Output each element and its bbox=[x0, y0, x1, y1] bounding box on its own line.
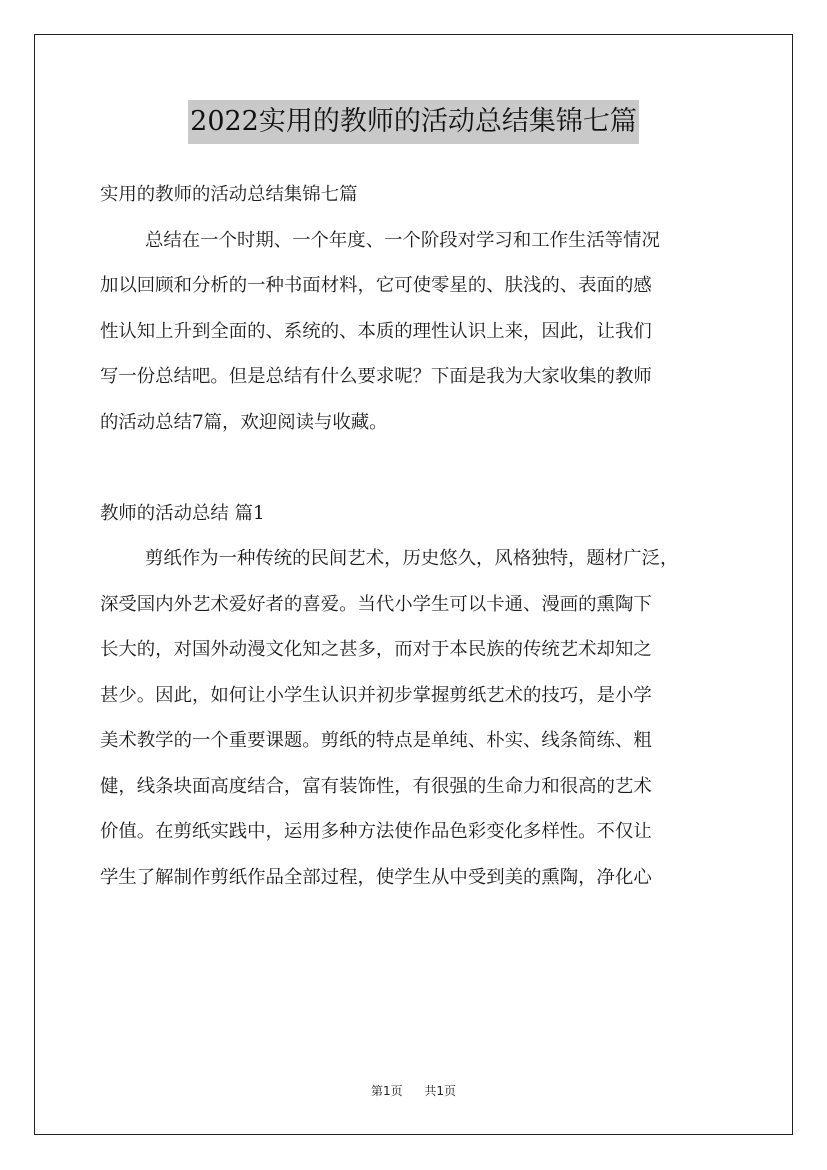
section-line: 健，线条块面高度结合，富有装饰性，有很强的生命力和很高的艺术 bbox=[100, 775, 652, 797]
title-container bbox=[0, 100, 827, 144]
intro-line: 写一份总结吧。但是总结有什么要求呢？下面是我为大家收集的教师 bbox=[100, 366, 652, 387]
paragraph-gap bbox=[100, 445, 730, 491]
section-line: 学生了解制作剪纸作品全部过程，使学生从中受到美的熏陶，净化心 bbox=[100, 866, 652, 888]
document-body bbox=[100, 172, 730, 900]
intro-line: 加以回顾和分析的一种书面材料，它可使零星的、肤浅的、表面的感 bbox=[100, 275, 652, 296]
page-total: 共1页 bbox=[424, 1084, 456, 1098]
document-subtitle: 实用的教师的活动总结集锦七篇 bbox=[100, 184, 358, 205]
page-number: 第1页 bbox=[371, 1084, 403, 1098]
section-line: 长大的，对国外动漫文化知之甚多，而对于本民族的传统艺术却知之 bbox=[100, 639, 652, 660]
section-heading: 教师的活动总结 篇1 bbox=[100, 502, 265, 524]
section-line: 美术教学的一个重要课题。剪纸的特点是单纯、朴实、线条简练、粗 bbox=[100, 730, 652, 751]
document-title: 2022实用的教师的活动总结集锦七篇 bbox=[188, 100, 639, 144]
page-footer bbox=[0, 1082, 827, 1099]
intro-line: 总结在一个时期、一个年度、一个阶段对学习和工作生活等情况 bbox=[145, 229, 660, 251]
section-line: 甚少。因此，如何让小学生认识并初步掌握剪纸艺术的技巧，是小学 bbox=[100, 684, 652, 706]
intro-line: 性认知上升到全面的、系统的、本质的理性认识上来，因此，让我们 bbox=[100, 320, 652, 342]
section-line: 价值。在剪纸实践中，运用多种方法使作品色彩变化多样性。不仅让 bbox=[100, 821, 652, 842]
intro-line: 的活动总结7篇，欢迎阅读与收藏。 bbox=[100, 411, 388, 433]
section-line: 深受国内外艺术爱好者的喜爱。当代小学生可以卡通、漫画的熏陶下 bbox=[100, 593, 652, 615]
section-line: 剪纸作为一种传统的民间艺术，历史悠久，风格独特，题材广泛， bbox=[145, 548, 679, 569]
